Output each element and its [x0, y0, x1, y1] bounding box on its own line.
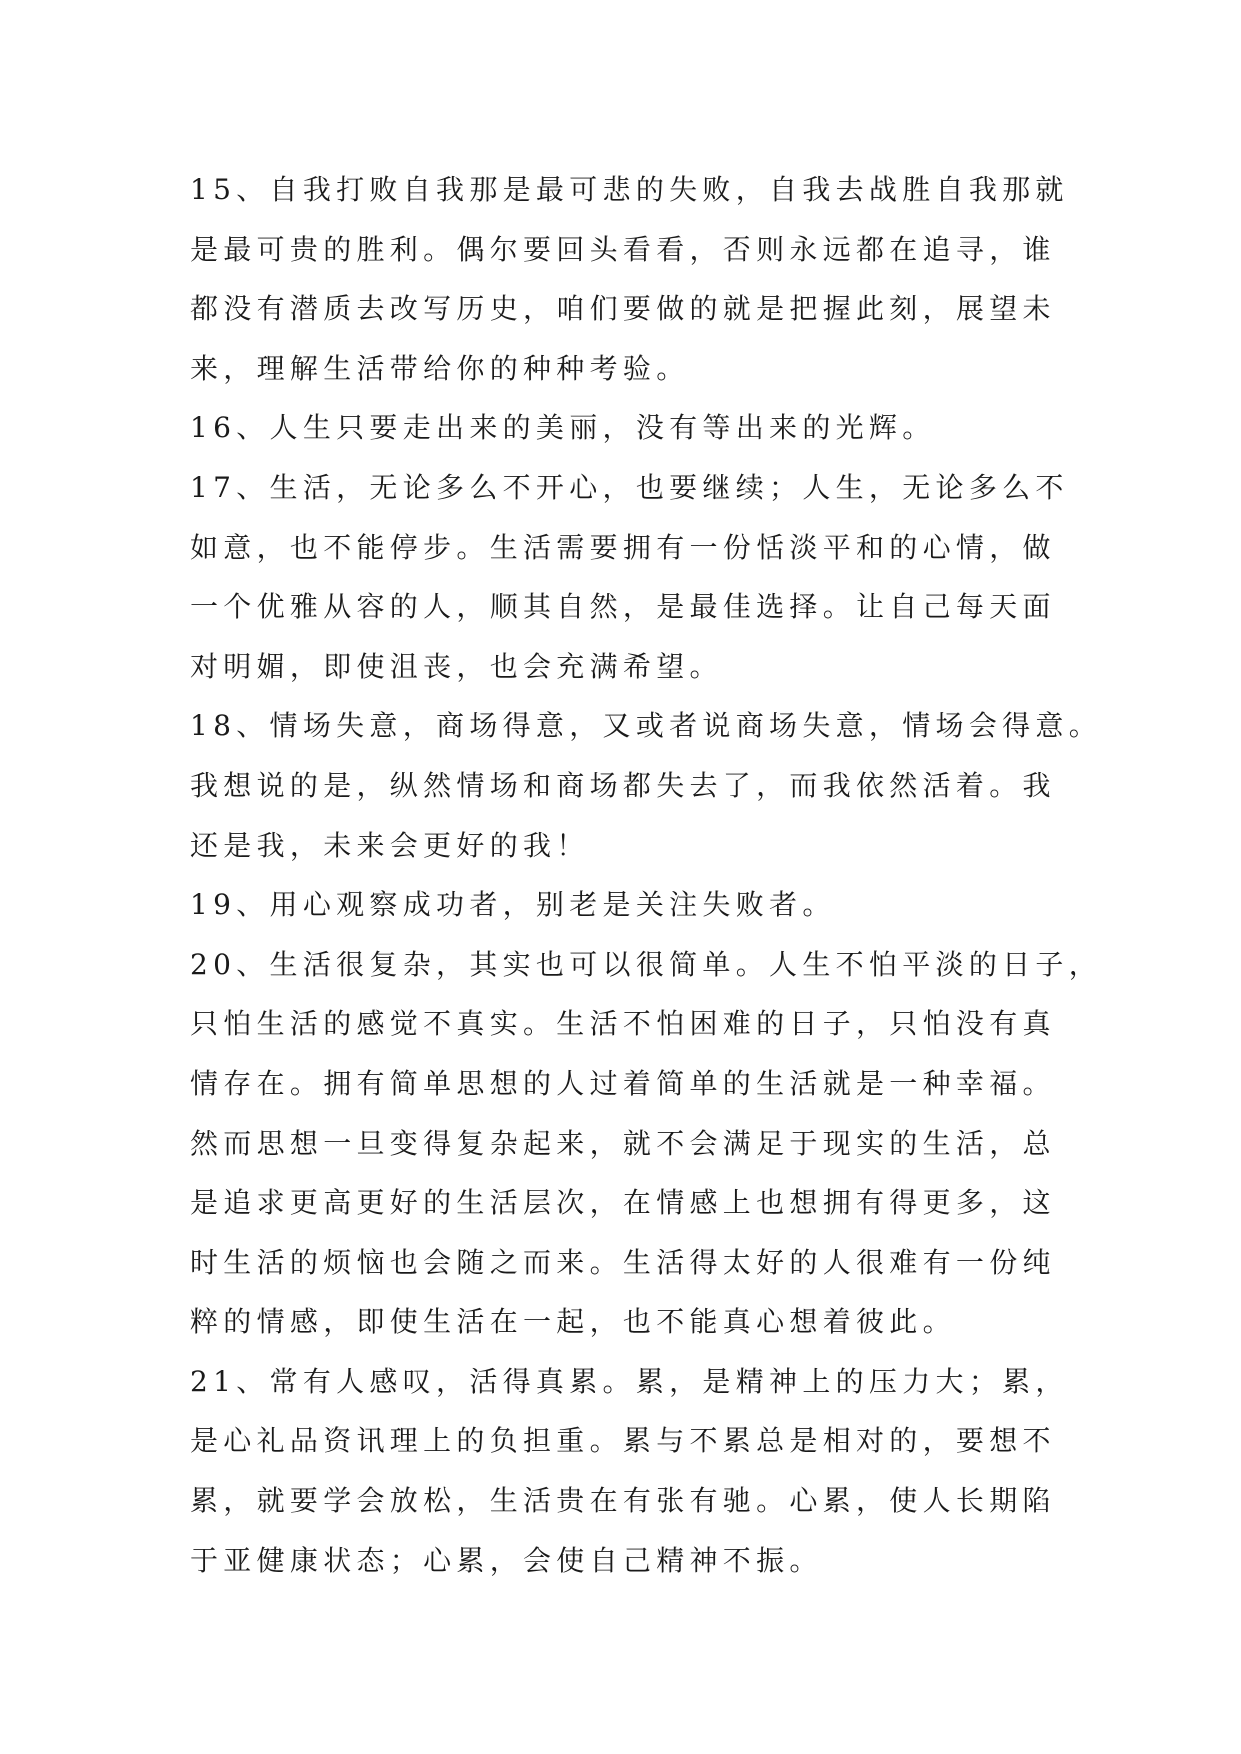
text-line: 18、情场失意，商场得意，又或者说商场失意，情场会得意。: [190, 709, 1103, 743]
text-line: 17、生活，无论多么不开心，也要继续；人生，无论多么不: [190, 470, 1069, 504]
text-line: 16、人生只要走出来的美丽，没有等出来的光辉。: [190, 411, 936, 445]
text-line: 还是我，未来会更好的我！: [190, 828, 590, 862]
text-line: 时生活的烦恼也会随之而来。生活得太好的人很难有一份纯: [190, 1245, 1056, 1279]
text-line: 来，理解生活带给你的种种考验。: [190, 351, 690, 385]
text-line: 一个优雅从容的人，顺其自然，是最佳选择。让自己每天面: [190, 590, 1056, 624]
text-line: 只怕生活的感觉不真实。生活不怕困难的日子，只怕没有真: [190, 1007, 1056, 1041]
text-line: 然而思想一旦变得复杂起来，就不会满足于现实的生活，总: [190, 1126, 1056, 1160]
text-line: 累，就要学会放松，生活贵在有张有驰。心累，使人长期陷: [190, 1484, 1056, 1518]
text-line: 如意，也不能停步。生活需要拥有一份恬淡平和的心情，做: [190, 530, 1056, 564]
text-line: 20、生活很复杂，其实也可以很简单。人生不怕平淡的日子，: [190, 947, 1103, 981]
text-line: 15、自我打败自我那是最可悲的失败，自我去战胜自我那就: [190, 173, 1069, 206]
document-body: [190, 160, 1103, 1590]
text-line: 是最可贵的胜利。偶尔要回头看看，否则永远都在追寻，谁: [190, 232, 1056, 266]
text-line: 粹的情感，即使生活在一起，也不能真心想着彼此。: [190, 1305, 956, 1339]
text-line: 都没有潜质去改写历史，咱们要做的就是把握此刻，展望未: [190, 292, 1056, 326]
text-line: 是追求更高更好的生活层次，在情感上也想拥有得更多，这: [190, 1186, 1056, 1220]
text-line: 我想说的是，纵然情场和商场都失去了，而我依然活着。我: [190, 768, 1056, 802]
text-line: 对明媚，即使沮丧，也会充满希望。: [190, 649, 723, 683]
text-line: 19、用心观察成功者，别老是关注失败者。: [190, 888, 836, 922]
text-line: 是心礼品资讯理上的负担重。累与不累总是相对的，要想不: [190, 1424, 1056, 1458]
text-line: 于亚健康状态；心累，会使自己精神不振。: [190, 1543, 823, 1577]
text-line: 情存在。拥有简单思想的人过着简单的生活就是一种幸福。: [190, 1066, 1056, 1100]
text-line: 21、常有人感叹，活得真累。累，是精神上的压力大；累，: [190, 1364, 1069, 1398]
